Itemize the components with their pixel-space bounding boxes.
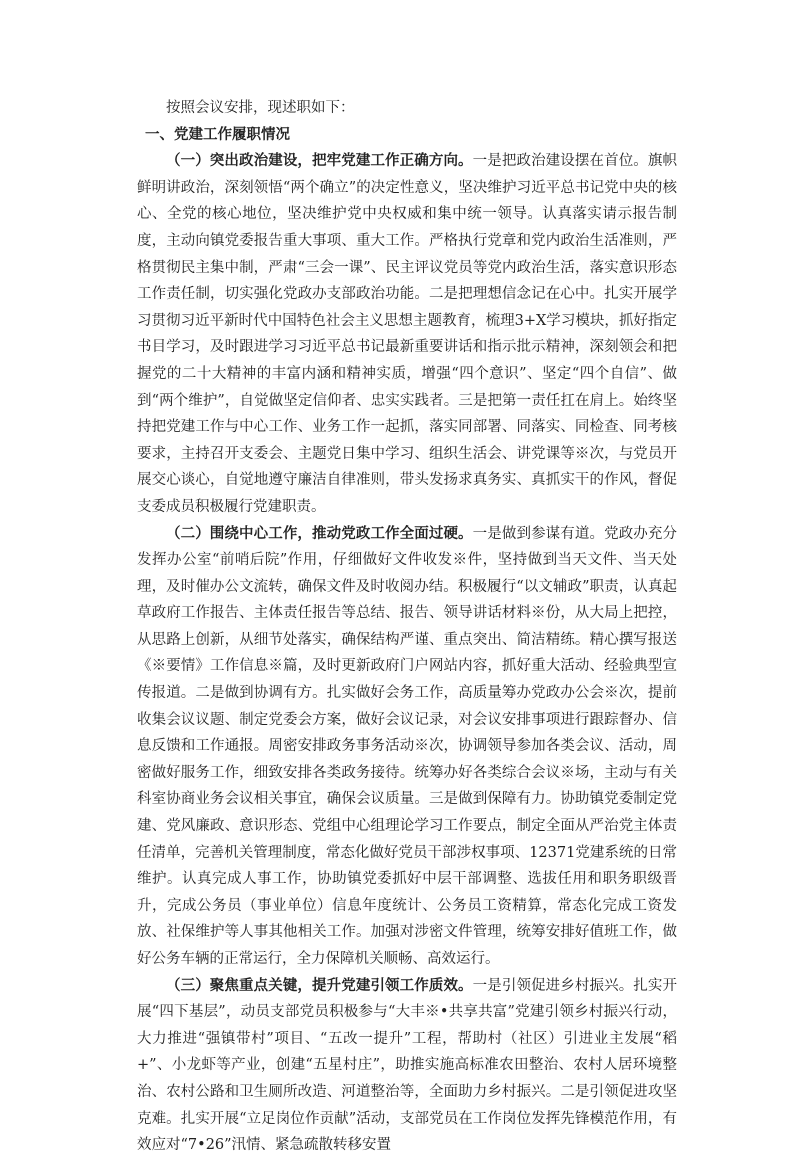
- paragraph-3-body: 一是引领促进乡村振兴。扎实开展“四下基层”，动员支部党员积极参与“大丰※•共享共富”党建引领乡村振兴行动，大力推进“强镇带村”项目、“五改一提升”工程，帮助村（社区）引进业主发展“稻+”、小龙虾等产业，创建“五星村庄”，助推实施高标准农田整治、农村人居环境整治、农村公路和卫生厕所改造、河道整治等，全面助力乡村振兴。二是引领促进攻坚克难。扎实开展“立足岗位作贡献”活动，支部党员在工作岗位发挥先锋模范作用，有效应对“7•26”汛情、紧急疏散转移安置: [137, 977, 678, 1154]
- paragraph-1-body: 一是把政治建设摆在首位。旗帜鲜明讲政治，深刻领悟“两个确立”的决定性意义，坚决维护习近平总书记党中央的核心、全党的核心地位，坚决维护党中央权威和集中统一领导。认真落实请示报告制度，主动向镇党委报告重大事项、重大工作。严格执行党章和党内政治生活准则，严格贯彻民主集中制，严肃“三会一课”、民主评议党员等党内政治生活，落实意识形态工作责任制，切实强化党政办支部政治功能。二是把理想信念记在心中。扎实开展学习贯彻习近平新时代中国特色社会主义思想主题教育，梳理3+X学习模块，抓好指定书目学习，及时跟进学习习近平总书记最新重要讲话和指示批示精神，深刻领会和把握党的二十大精神的丰富内涵和精神实质，增强“四个意识”、坚定“四个自信”、做到“两个维护”，自觉做坚定信仰者、忠实实践者。三是把第一责任扛在肩上。始终坚持把党建工作与中心工作、业务工作一起抓，落实同部署、同落实、同检查、同考核要求，主持召开支委会、主题党日集中学习、组织生活会、讲党课等※次，与党员开展交心谈心，自觉地遵守廉洁自律准则，带头发扬求真务实、真抓实干的作风，督促支委成员积极履行党建职责。: [137, 153, 678, 515]
- paragraph-3-heading: （三）聚焦重点关键，提升党建引领工作质效。: [166, 976, 473, 994]
- document-body: [137, 95, 677, 1159]
- paragraph-1: [137, 148, 677, 520]
- intro-line: 按照会议安排，现述职如下：: [166, 100, 355, 116]
- section-heading: 一、党建工作履职情况: [144, 125, 290, 143]
- paragraph-2-body: 一是做到参谋有道。党政办充分发挥办公室“前哨后院”作用，仔细做好文件收发※件，坚持做到当天文件、当天处理，及时催办公文流转，确保文件及时收阅办结。积极履行“以文辅政”职责，认真起草政府工作报告、主体责任报告等总结、报告、领导讲话材料※份，从大局上把控，从思路上创新，从细节处落实，确保结构严谨、重点突出、简洁精练。精心撰写报送《※要情》工作信息※篇，及时更新政府门户网站内容，抓好重大活动、经验典型宣传报道。二是做到协调有方。扎实做好会务工作，高质量筹办党政办公会※次，提前收集会议议题、制定党委会方案，做好会议记录，对会议安排事项进行跟踪督办、信息反馈和工作通报。周密安排政务事务活动※次，协调领导参加各类会议、活动，周密做好服务工作，细致安排各类政务接待。统筹办好各类综合会议※场，主动与有关科室协商业务会议相关事宜，确保会议质量。三是做到保障有力。协助镇党委制定党建、党风廉政、意识形态、党组中心组理论学习工作要点，制定全面从严治党主体责任清单，完善机关管理制度，常态化做好党员干部涉权事项、12371党建系统的日常维护。认真完成人事工作，协助镇党委抓好中层干部调整、选拔任用和职务职级晋升，完成公务员（事业单位）信息年度统计、公务员工资精算，常态化完成工资发放、社保维护等人事其他相关工作。加强对涉密文件管理，统筹安排好值班工作，做好公务车辆的正常运行，全力保障机关顺畅、高效运行。: [137, 525, 678, 967]
- paragraph-2-heading: （二）围绕中心工作，推动党政工作全面过硬。: [166, 524, 473, 542]
- paragraph-1-heading: （一）突出政治建设，把牢党建工作正确方向。: [166, 152, 473, 170]
- paragraph-3: [137, 973, 677, 1159]
- paragraph-2: [137, 521, 677, 973]
